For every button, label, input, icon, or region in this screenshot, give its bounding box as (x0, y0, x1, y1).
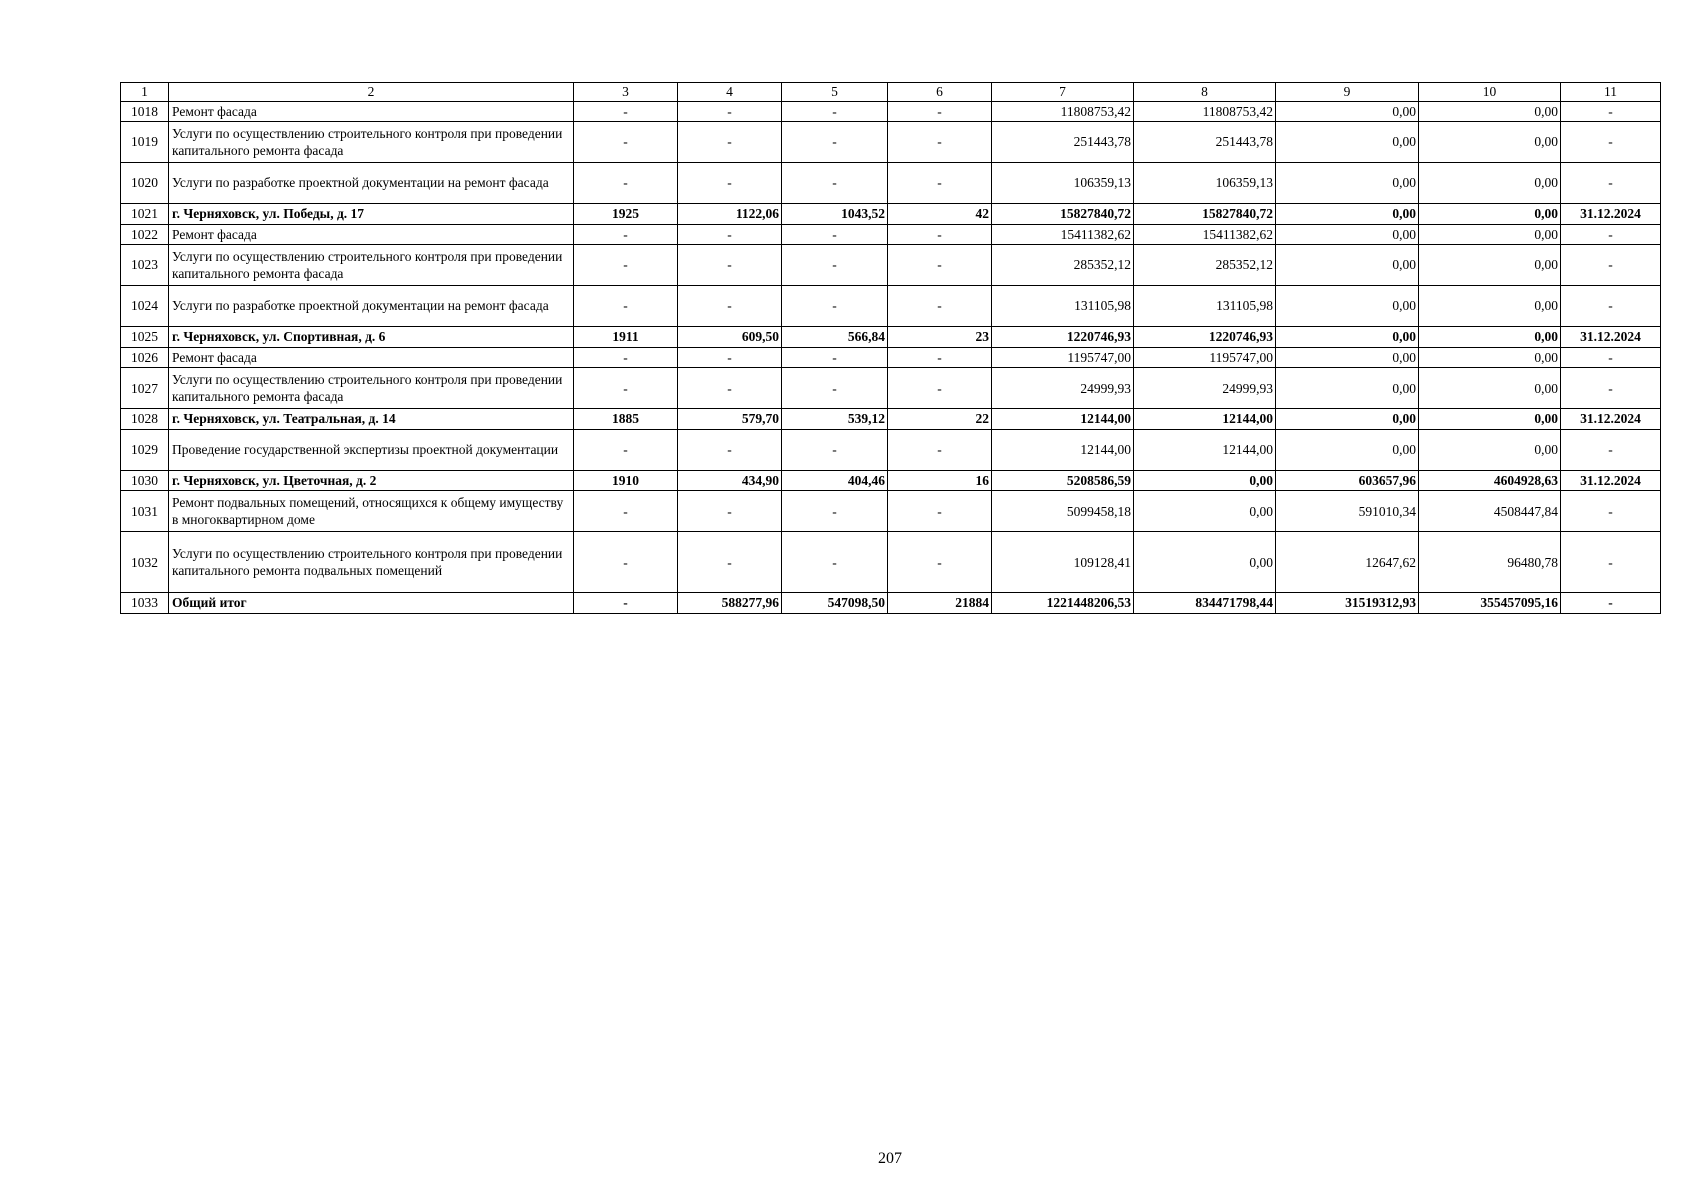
area-total-cell: 609,50 (678, 327, 782, 348)
year-cell: - (574, 347, 678, 368)
column-number-7: 7 (992, 83, 1134, 102)
cost-total-cell: 1195747,00 (992, 347, 1134, 368)
area-total-cell: - (678, 122, 782, 163)
row-number: 1025 (121, 327, 169, 348)
residents-cell: - (888, 368, 992, 409)
owners-cell: 0,00 (1419, 101, 1561, 122)
area-living-cell: 1043,52 (782, 204, 888, 225)
deadline-cell: 31.12.2024 (1561, 327, 1661, 348)
residents-cell: 21884 (888, 593, 992, 614)
table-body (121, 101, 1661, 613)
item-name: Услуги по разработке проектной документации на ремонт фасада (169, 163, 574, 204)
table-row (121, 286, 1661, 327)
fund-cell: 251443,78 (1134, 122, 1276, 163)
row-number: 1019 (121, 122, 169, 163)
residents-cell: - (888, 101, 992, 122)
budget-cell: 12647,62 (1276, 532, 1419, 593)
row-number: 1029 (121, 429, 169, 470)
residents-cell: - (888, 122, 992, 163)
year-cell: - (574, 286, 678, 327)
budget-cell: 0,00 (1276, 327, 1419, 348)
area-total-cell: - (678, 368, 782, 409)
table-row (121, 593, 1661, 614)
deadline-cell: - (1561, 286, 1661, 327)
area-living-cell: 404,46 (782, 470, 888, 491)
owners-cell: 0,00 (1419, 286, 1561, 327)
area-living-cell: - (782, 224, 888, 245)
owners-cell: 0,00 (1419, 163, 1561, 204)
row-number: 1031 (121, 491, 169, 532)
row-number: 1027 (121, 368, 169, 409)
item-name: Проведение государственной экспертизы проектной документации (169, 429, 574, 470)
fund-cell: 15411382,62 (1134, 224, 1276, 245)
column-number-10: 10 (1419, 83, 1561, 102)
budget-cell: 31519312,93 (1276, 593, 1419, 614)
owners-cell: 355457095,16 (1419, 593, 1561, 614)
budget-cell: 0,00 (1276, 286, 1419, 327)
deadline-cell: - (1561, 122, 1661, 163)
deadline-cell: 31.12.2024 (1561, 409, 1661, 430)
cost-total-cell: 15411382,62 (992, 224, 1134, 245)
cost-total-cell: 106359,13 (992, 163, 1134, 204)
owners-cell: 0,00 (1419, 245, 1561, 286)
data-table (120, 82, 1661, 614)
budget-cell: 0,00 (1276, 224, 1419, 245)
table-row (121, 347, 1661, 368)
year-cell: - (574, 224, 678, 245)
budget-cell: 0,00 (1276, 368, 1419, 409)
area-total-cell: - (678, 491, 782, 532)
fund-cell: 1220746,93 (1134, 327, 1276, 348)
item-name: Ремонт подвальных помещений, относящихся к общему имуществу в многоквартирном доме (169, 491, 574, 532)
owners-cell: 0,00 (1419, 409, 1561, 430)
area-total-cell: 434,90 (678, 470, 782, 491)
fund-cell: 834471798,44 (1134, 593, 1276, 614)
residents-cell: - (888, 245, 992, 286)
deadline-cell: - (1561, 347, 1661, 368)
area-total-cell: - (678, 224, 782, 245)
deadline-cell: - (1561, 429, 1661, 470)
budget-cell: 0,00 (1276, 245, 1419, 286)
fund-cell: 131105,98 (1134, 286, 1276, 327)
column-number-3: 3 (574, 83, 678, 102)
year-cell: 1910 (574, 470, 678, 491)
residents-cell: 16 (888, 470, 992, 491)
area-total-cell: - (678, 347, 782, 368)
item-name: Услуги по осуществлению строительного контроля при проведении капитального ремонта фасада (169, 245, 574, 286)
area-living-cell: - (782, 245, 888, 286)
cost-total-cell: 131105,98 (992, 286, 1134, 327)
table-row (121, 470, 1661, 491)
budget-cell: 0,00 (1276, 347, 1419, 368)
row-number: 1026 (121, 347, 169, 368)
budget-cell: 603657,96 (1276, 470, 1419, 491)
item-name: Услуги по осуществлению строительного контроля при проведении капитального ремонта фасада (169, 122, 574, 163)
fund-cell: 0,00 (1134, 491, 1276, 532)
cost-total-cell: 285352,12 (992, 245, 1134, 286)
area-total-cell: 1122,06 (678, 204, 782, 225)
year-cell: 1911 (574, 327, 678, 348)
cost-total-cell: 109128,41 (992, 532, 1134, 593)
fund-cell: 0,00 (1134, 532, 1276, 593)
row-number: 1032 (121, 532, 169, 593)
fund-cell: 285352,12 (1134, 245, 1276, 286)
fund-cell: 106359,13 (1134, 163, 1276, 204)
table-row (121, 429, 1661, 470)
area-total-cell: - (678, 101, 782, 122)
residents-cell: - (888, 163, 992, 204)
year-cell: - (574, 163, 678, 204)
residents-cell: 42 (888, 204, 992, 225)
row-number: 1021 (121, 204, 169, 225)
year-cell: - (574, 593, 678, 614)
fund-cell: 11808753,42 (1134, 101, 1276, 122)
cost-total-cell: 1220746,93 (992, 327, 1134, 348)
deadline-cell: - (1561, 101, 1661, 122)
column-number-row (121, 83, 1661, 102)
item-name: г. Черняховск, ул. Спортивная, д. 6 (169, 327, 574, 348)
fund-cell: 15827840,72 (1134, 204, 1276, 225)
row-number: 1033 (121, 593, 169, 614)
column-number-4: 4 (678, 83, 782, 102)
year-cell: 1925 (574, 204, 678, 225)
page-number: 207 (878, 1150, 902, 1167)
area-living-cell: - (782, 101, 888, 122)
budget-cell: 0,00 (1276, 163, 1419, 204)
item-name: Услуги по осуществлению строительного контроля при проведении капитального ремонта подвальных помещений (169, 532, 574, 593)
budget-cell: 0,00 (1276, 204, 1419, 225)
column-number-11: 11 (1561, 83, 1661, 102)
deadline-cell: - (1561, 491, 1661, 532)
fund-cell: 24999,93 (1134, 368, 1276, 409)
year-cell: - (574, 245, 678, 286)
owners-cell: 0,00 (1419, 204, 1561, 225)
year-cell: 1885 (574, 409, 678, 430)
item-name: Ремонт фасада (169, 224, 574, 245)
table-row (121, 491, 1661, 532)
residents-cell: - (888, 491, 992, 532)
area-living-cell: - (782, 347, 888, 368)
owners-cell: 4508447,84 (1419, 491, 1561, 532)
owners-cell: 0,00 (1419, 368, 1561, 409)
column-number-1: 1 (121, 83, 169, 102)
area-total-cell: - (678, 245, 782, 286)
area-living-cell: - (782, 491, 888, 532)
table-row (121, 101, 1661, 122)
area-total-cell: - (678, 532, 782, 593)
row-number: 1028 (121, 409, 169, 430)
owners-cell: 0,00 (1419, 224, 1561, 245)
item-name: Ремонт фасада (169, 101, 574, 122)
deadline-cell: - (1561, 245, 1661, 286)
row-number: 1030 (121, 470, 169, 491)
budget-cell: 0,00 (1276, 429, 1419, 470)
table-row (121, 204, 1661, 225)
cost-total-cell: 251443,78 (992, 122, 1134, 163)
residents-cell: 23 (888, 327, 992, 348)
table-row (121, 532, 1661, 593)
owners-cell: 0,00 (1419, 429, 1561, 470)
area-total-cell: 588277,96 (678, 593, 782, 614)
area-living-cell: - (782, 163, 888, 204)
owners-cell: 0,00 (1419, 327, 1561, 348)
budget-cell: 0,00 (1276, 409, 1419, 430)
residents-cell: - (888, 286, 992, 327)
cost-total-cell: 15827840,72 (992, 204, 1134, 225)
deadline-cell: - (1561, 532, 1661, 593)
item-name: г. Черняховск, ул. Цветочная, д. 2 (169, 470, 574, 491)
table-row (121, 163, 1661, 204)
item-name: Ремонт фасада (169, 347, 574, 368)
owners-cell: 4604928,63 (1419, 470, 1561, 491)
year-cell: - (574, 122, 678, 163)
residents-cell: - (888, 429, 992, 470)
area-total-cell: - (678, 429, 782, 470)
table-row (121, 245, 1661, 286)
area-living-cell: - (782, 532, 888, 593)
residents-cell: - (888, 224, 992, 245)
item-name: г. Черняховск, ул. Победы, д. 17 (169, 204, 574, 225)
fund-cell: 12144,00 (1134, 409, 1276, 430)
row-number: 1022 (121, 224, 169, 245)
year-cell: - (574, 491, 678, 532)
item-name: г. Черняховск, ул. Театральная, д. 14 (169, 409, 574, 430)
year-cell: - (574, 101, 678, 122)
item-name: Общий итог (169, 593, 574, 614)
fund-cell: 0,00 (1134, 470, 1276, 491)
area-living-cell: - (782, 286, 888, 327)
table-row (121, 327, 1661, 348)
table-row (121, 409, 1661, 430)
year-cell: - (574, 429, 678, 470)
row-number: 1018 (121, 101, 169, 122)
cost-total-cell: 12144,00 (992, 409, 1134, 430)
deadline-cell: - (1561, 368, 1661, 409)
table-row (121, 122, 1661, 163)
deadline-cell: 31.12.2024 (1561, 204, 1661, 225)
cost-total-cell: 24999,93 (992, 368, 1134, 409)
area-total-cell: - (678, 163, 782, 204)
deadline-cell: 31.12.2024 (1561, 470, 1661, 491)
budget-cell: 0,00 (1276, 122, 1419, 163)
area-total-cell: - (678, 286, 782, 327)
column-number-8: 8 (1134, 83, 1276, 102)
row-number: 1023 (121, 245, 169, 286)
deadline-cell: - (1561, 163, 1661, 204)
fund-cell: 12144,00 (1134, 429, 1276, 470)
column-number-6: 6 (888, 83, 992, 102)
table-row (121, 368, 1661, 409)
item-name: Услуги по разработке проектной документации на ремонт фасада (169, 286, 574, 327)
area-living-cell: - (782, 368, 888, 409)
area-living-cell: - (782, 429, 888, 470)
item-name: Услуги по осуществлению строительного контроля при проведении капитального ремонта фасада (169, 368, 574, 409)
column-number-2: 2 (169, 83, 574, 102)
residents-cell: - (888, 532, 992, 593)
row-number: 1020 (121, 163, 169, 204)
cost-total-cell: 5208586,59 (992, 470, 1134, 491)
area-total-cell: 579,70 (678, 409, 782, 430)
owners-cell: 0,00 (1419, 122, 1561, 163)
owners-cell: 96480,78 (1419, 532, 1561, 593)
column-number-5: 5 (782, 83, 888, 102)
year-cell: - (574, 368, 678, 409)
area-living-cell: 547098,50 (782, 593, 888, 614)
cost-total-cell: 11808753,42 (992, 101, 1134, 122)
deadline-cell: - (1561, 224, 1661, 245)
fund-cell: 1195747,00 (1134, 347, 1276, 368)
row-number: 1024 (121, 286, 169, 327)
budget-cell: 0,00 (1276, 101, 1419, 122)
residents-cell: 22 (888, 409, 992, 430)
owners-cell: 0,00 (1419, 347, 1561, 368)
budget-cell: 591010,34 (1276, 491, 1419, 532)
area-living-cell: - (782, 122, 888, 163)
cost-total-cell: 5099458,18 (992, 491, 1134, 532)
cost-total-cell: 12144,00 (992, 429, 1134, 470)
cost-total-cell: 1221448206,53 (992, 593, 1134, 614)
year-cell: - (574, 532, 678, 593)
residents-cell: - (888, 347, 992, 368)
area-living-cell: 566,84 (782, 327, 888, 348)
deadline-cell: - (1561, 593, 1661, 614)
column-number-9: 9 (1276, 83, 1419, 102)
table-row (121, 224, 1661, 245)
area-living-cell: 539,12 (782, 409, 888, 430)
